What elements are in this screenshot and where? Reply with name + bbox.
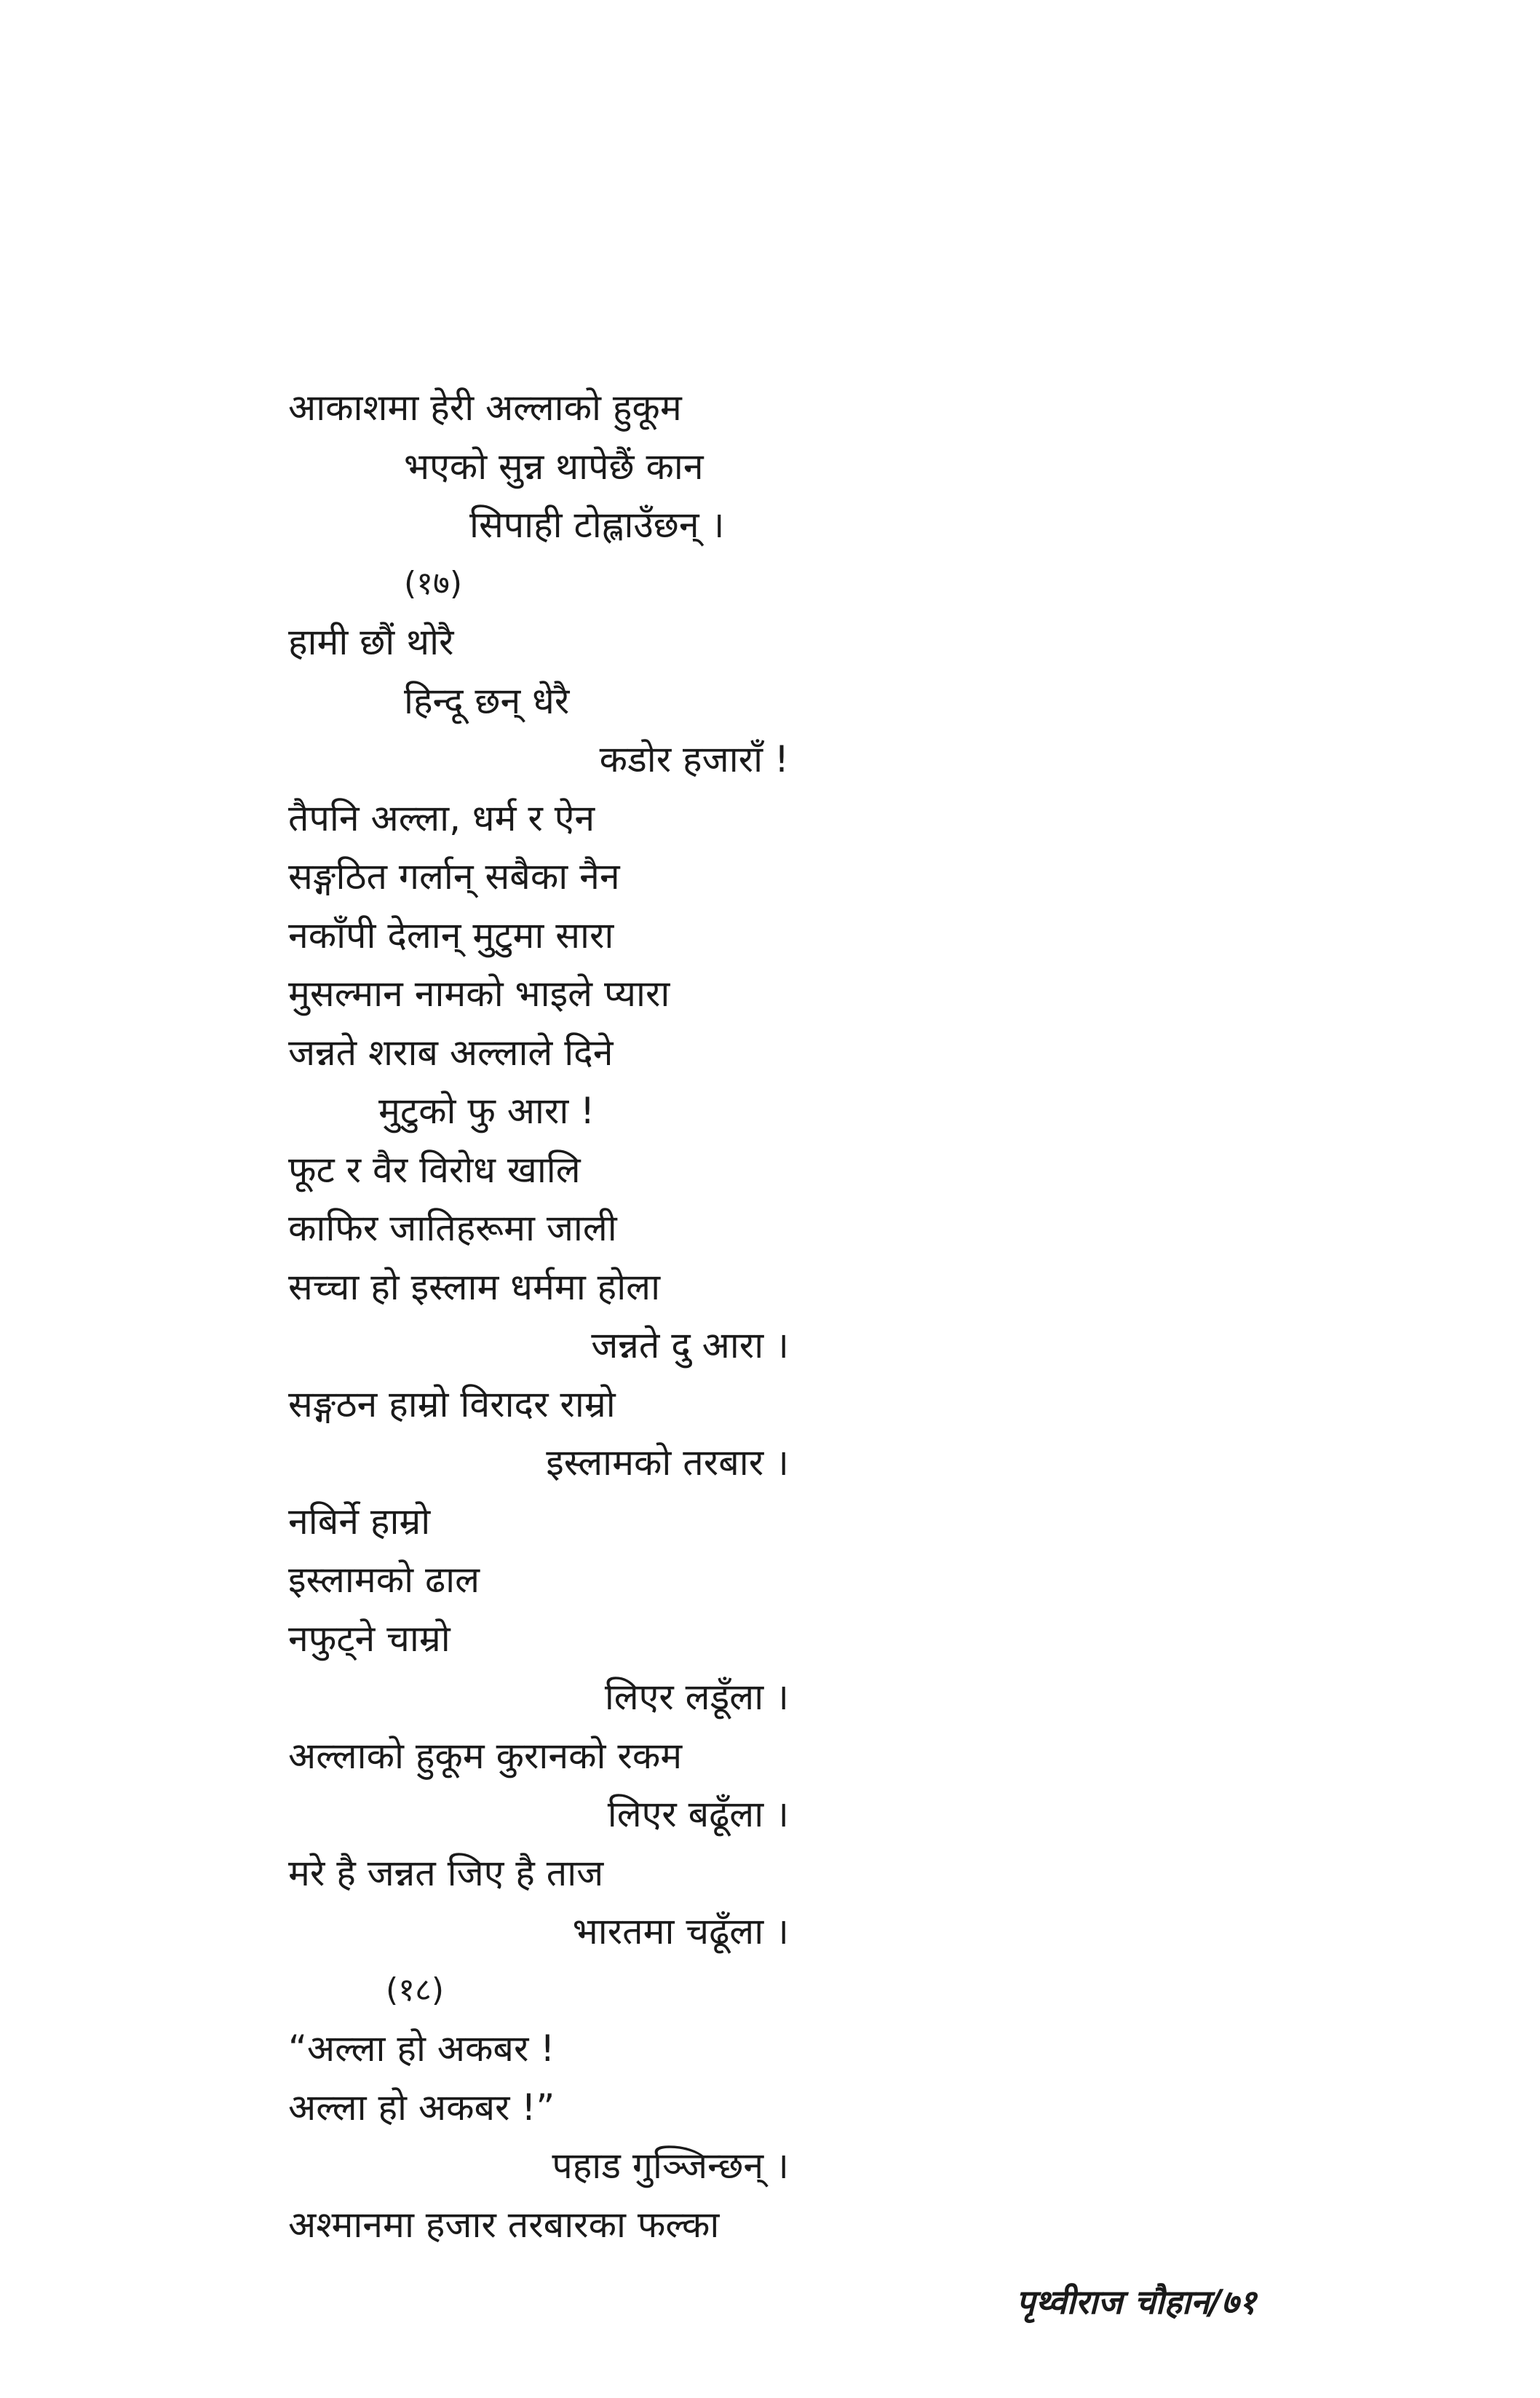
poem-body bbox=[0, 379, 1540, 2254]
poem-line: मरे है जन्नत जिए है ताज bbox=[288, 1851, 604, 1894]
poem-line: आकाशमा हेरी अल्लाको हुकूम bbox=[288, 387, 682, 429]
poem-line: जन्नते शराब अल्लाले दिने bbox=[288, 1031, 614, 1074]
stanza-number: (१८) bbox=[386, 1971, 445, 2009]
poem-line: फूट र वैर विरोध खालि bbox=[288, 1148, 581, 1191]
page-footer: पृथ्वीराज चौहान/७१ bbox=[1016, 2282, 1256, 2322]
poem-line: पहाड गुञ्जिन्छन् । bbox=[552, 2145, 789, 2187]
poem-line: सिपाही टोह्लाउँछन् । bbox=[469, 504, 725, 546]
poem-line: “अल्ला हो अकबर ! bbox=[288, 2027, 555, 2070]
poem-line: इस्लामको तरबार । bbox=[546, 1441, 789, 1484]
poem-line: मुटुको फु आरा ! bbox=[378, 1090, 595, 1132]
poem-line: इस्लामको ढाल bbox=[288, 1559, 480, 1601]
poem-line: लिएर लडूँला । bbox=[604, 1676, 789, 1718]
poem-line: हिन्दू छन् धेरै bbox=[404, 679, 570, 722]
poem-line: लिएर बढूँला । bbox=[607, 1793, 789, 1835]
poem-line: कडोर हजाराँ ! bbox=[599, 738, 789, 780]
poem-line: सङ्गठित गर्लान् सबैका नैन bbox=[288, 855, 620, 898]
poem-line: मुसल्मान नामको भाइले प्यारा bbox=[288, 973, 670, 1015]
poem-line: तैपनि अल्ला, धर्म र ऐन bbox=[288, 796, 595, 839]
poem-line: नबिर्ने हाम्रो bbox=[288, 1500, 431, 1543]
poem-line: अल्लाको हुकूम कुरानको रकम bbox=[288, 1734, 683, 1777]
poem-line: अल्ला हो अकबर !” bbox=[288, 2086, 555, 2129]
stanza-number: (१७) bbox=[404, 564, 463, 602]
poem-line: अश्मानमा हजार तरबारका फल्का bbox=[288, 2203, 720, 2246]
poem-line: हामी छौं थोरै bbox=[288, 621, 454, 663]
poem-line: नफुट्ने चाम्रो bbox=[288, 1617, 451, 1660]
poem-line: भारतमा चढूँला । bbox=[572, 1910, 789, 1952]
poem-line: सङ्गठन हाम्रो विरादर राम्रो bbox=[288, 1382, 616, 1425]
poem-line: सच्चा हो इस्लाम धर्ममा होला bbox=[288, 1265, 661, 1308]
poem-line: जन्नते दु आरा । bbox=[591, 1324, 789, 1366]
poem-line: नकाँपी देलान् मुटुमा सारा bbox=[288, 914, 614, 957]
poem-line: भएको सुन्न थापेछैं कान bbox=[404, 445, 704, 488]
poem-line: काफिर जातिहरूमा जाली bbox=[288, 1207, 617, 1249]
